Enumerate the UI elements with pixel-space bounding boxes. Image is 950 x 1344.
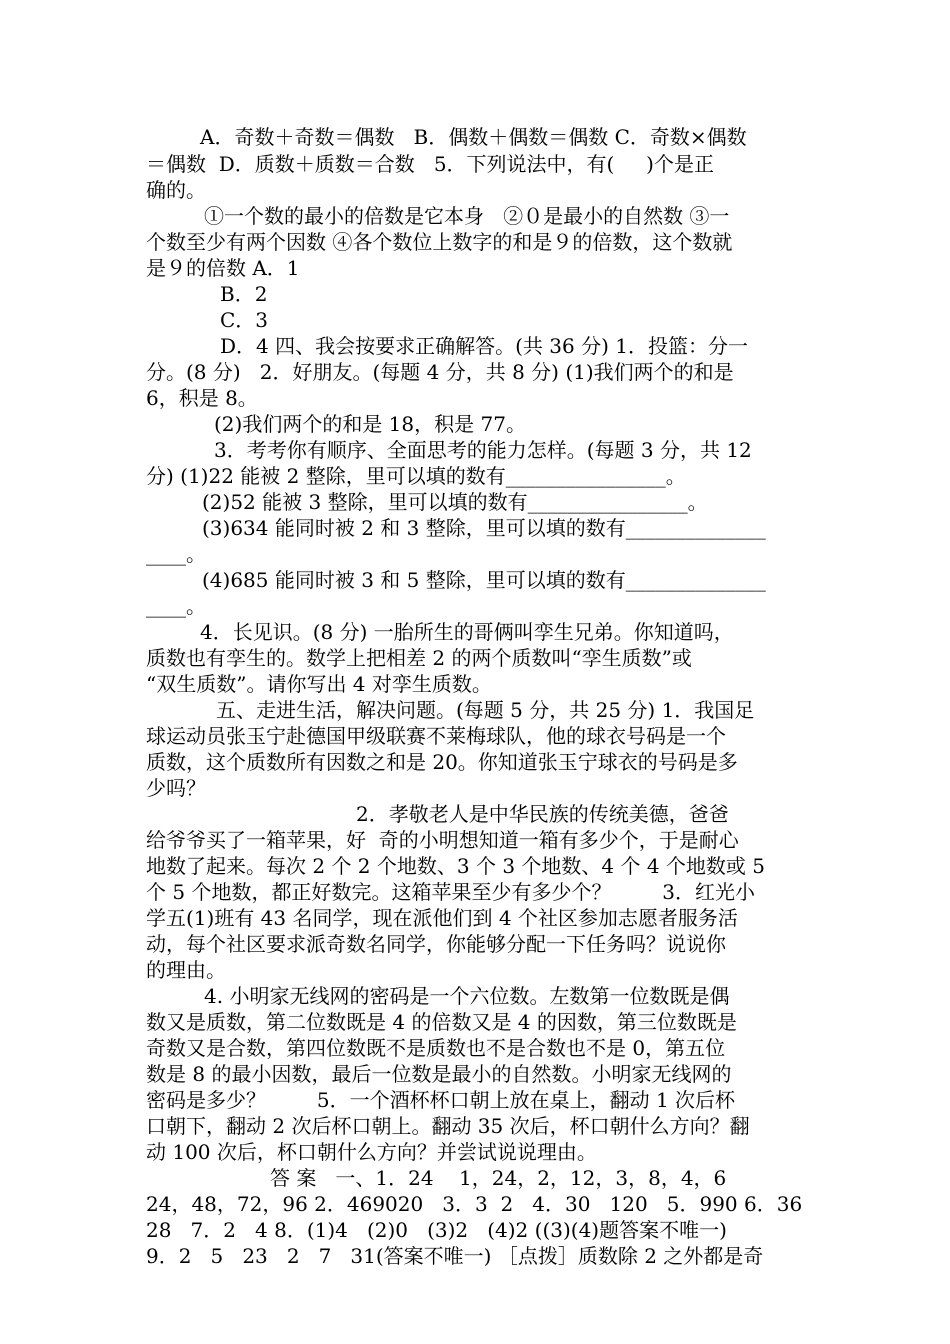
text-line: 给爷爷买了一箱苹果，好 奇的小明想知道一箱有多少个，于是耐心 [146,828,739,852]
text-line: 少吗？ [146,776,206,800]
text-line: 2．孝敬老人是中华民族的传统美德，爸爸 [356,802,729,826]
text-line: C．3 [220,308,269,332]
text-line: ＝偶数 D．质数＋质数＝合数 5．下列说法中，有( )个是正 [146,152,714,176]
text-line: 分) (1)22 能被 2 整除，里可以填的数有________________。 [146,464,686,488]
text-line: 数又是质数，第二位数既是 4 的倍数又是 4 的因数，第三位数既是 [146,1010,737,1034]
text-line: 28 7．2 4 8．(1)4 (2)0 (3)2 (4)2 ((3)(4)题答案不唯一) [146,1218,727,1242]
text-line: (2)我们两个的和是 18，积是 77。 [214,412,526,436]
text-line: 五、走进生活，解决问题。(每题 5 分，共 25 分) 1．我国足 [216,698,755,722]
text-line: 是９的倍数 A．1 [146,256,300,280]
text-line: 学五(1)班有 43 名同学，现在派他们到 4 个社区参加志愿者服务活 [146,906,738,930]
text-line: 动，每个社区要求派奇数名同学，你能够分配一下任务吗？说说你 [146,932,726,956]
text-line: D．4 四、我会按要求正确解答。(共 36 分) 1．投篮：分一 [220,334,748,358]
text-line: 奇数又是合数，第四位数既不是质数也不是合数也不是 0，第五位 [146,1036,726,1060]
text-line: ____。 [146,594,206,618]
text-line: 6，积是 8。 [146,386,258,410]
text-line: 个数至少有两个因数 ④各个数位上数字的和是９的倍数，这个数就 [146,230,733,254]
text-line: 3．考考你有顺序、全面思考的能力怎样。(每题 3 分，共 12 [214,438,752,462]
text-line: “双生质数”。请你写出 4 对孪生质数。 [146,672,492,696]
text-line: 24，48，72，96 2．469020 3．3 2 4．30 120 5．990 6．36 [146,1192,803,1216]
text-line: 地数了起来。每次 2 个 2 个地数、3 个 3 个地数、4 个 4 个地数或 5 [146,854,766,878]
text-line: 分。(8 分) 2．好朋友。(每题 4 分，共 8 分) (1)我们两个的和是 [146,360,734,384]
text-line: 动 100 次后，杯口朝什么方向？并尝试说说理由。 [146,1140,597,1164]
text-line: B．2 [220,282,268,306]
text-line: 质数也有孪生的。数学上把相差 2 的两个质数叫“孪生质数”或 [146,646,692,670]
text-line: ____。 [146,542,206,566]
text-line: 个 5 个地数，都正好数完。这箱苹果至少有多少个？ 3．红光小 [146,880,756,904]
text-line: ①一个数的最小的倍数是它本身 ②０是最小的自然数 ③一 [204,204,730,228]
text-line: 口朝下，翻动 2 次后杯口朝上。翻动 35 次后，杯口朝什么方向？翻 [146,1114,750,1138]
text-line: 4. 小明家无线网的密码是一个六位数。左数第一位数既是偶 [204,984,730,1008]
text-line: 密码是多少？ 5．一个酒杯杯口朝上放在桌上，翻动 1 次后杯 [146,1088,736,1112]
text-line: (3)634 能同时被 2 和 3 整除，里可以填的数有______________ [202,516,766,540]
text-line: 4．长见识。(8 分) 一胎所生的哥俩叫孪生兄弟。你知道吗， [200,620,734,644]
text-line: A．奇数＋奇数＝偶数 B．偶数＋偶数＝偶数 C．奇数×偶数 [200,125,747,149]
text-line: 质数，这个质数所有因数之和是 20。你知道张玉宁球衣的号码是多 [146,750,738,774]
text-line: 的理由。 [146,958,226,982]
text-line: (4)685 能同时被 3 和 5 整除，里可以填的数有______________ [202,568,766,592]
text-line: (2)52 能被 3 整除，里可以填的数有________________。 [202,490,708,514]
text-line: 确的。 [146,178,206,202]
text-line: 答 案 一、1．24 1，24，2，12，3，8，4，6 [270,1166,727,1190]
text-line: 球运动员张玉宁赴德国甲级联赛不莱梅球队，他的球衣号码是一个 [146,724,726,748]
text-line: 9．2 5 23 2 7 31(答案不唯一) ［点拨］质数除 2 之外都是奇 [146,1244,764,1268]
text-line: 数是 8 的最小因数，最后一位数是最小的自然数。小明家无线网的 [146,1062,732,1086]
